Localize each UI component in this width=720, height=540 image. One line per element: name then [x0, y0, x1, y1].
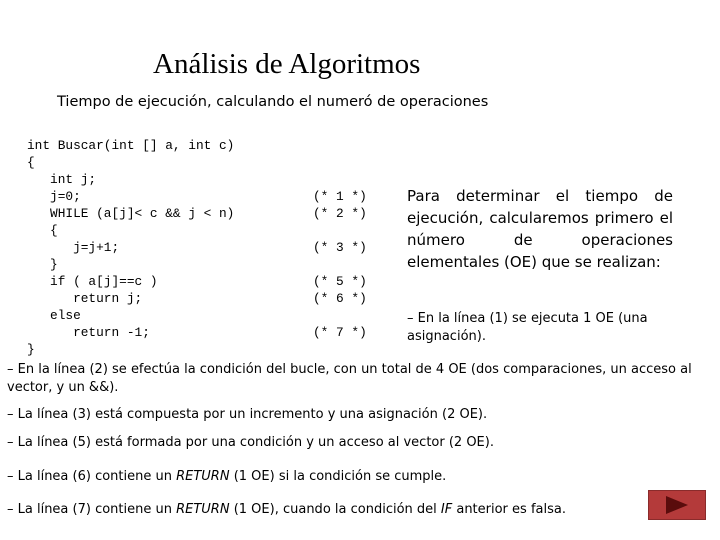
code-line: }: [27, 257, 58, 272]
line7-text-start: – La línea (7) contiene un: [7, 502, 177, 517]
line-note-5: (* 5 *): [313, 274, 367, 289]
line-note-7: (* 7 *): [313, 325, 367, 340]
code-line: int Buscar(int [] a, int c): [27, 138, 235, 153]
code-line: else: [27, 308, 81, 323]
play-triangle-icon: [664, 495, 690, 515]
slide-subtitle: Tiempo de ejecución, calculando el numeró de operaciones: [57, 94, 489, 110]
next-slide-button[interactable]: [648, 490, 706, 520]
line7-text-end: anterior es falsa.: [452, 502, 566, 517]
code-line: }: [27, 342, 35, 357]
code-line: {: [27, 155, 35, 170]
line7-explanation: [7, 501, 697, 519]
if-keyword: IF: [440, 502, 453, 517]
line-note-2: (* 2 *): [313, 206, 367, 221]
line2-explanation: – En la línea (2) se efectúa la condición del bucle, con un total de 4 OE (dos comparaciones, un acceso al vector, y un &&).: [7, 362, 692, 395]
code-block: [27, 137, 234, 358]
line-note-6: (* 6 *): [313, 291, 367, 306]
code-line: return j;: [27, 291, 143, 306]
code-line: if ( a[j]==c ): [27, 274, 158, 289]
return-keyword: RETURN: [176, 502, 230, 517]
line3-explanation: – La línea (3) está compuesta por un incremento y una asignación (2 OE).: [7, 407, 488, 422]
code-line: return -1;: [27, 325, 150, 340]
line1-explanation: – En la línea (1) se ejecuta 1 OE (una asignación).: [407, 311, 648, 344]
line5-explanation: – La línea (5) está formada por una condición y un acceso al vector (2 OE).: [7, 435, 494, 450]
slide-title: Análisis de Algoritmos: [153, 48, 421, 80]
line6-explanation: [7, 468, 697, 486]
code-line: {: [27, 223, 58, 238]
line7-text-mid: (1 OE), cuando la condición del: [229, 502, 441, 517]
code-line: WHILE (a[j]< c && j < n): [27, 206, 235, 221]
line6-text-start: – La línea (6) contiene un: [7, 469, 177, 484]
intro-paragraph: Para determinar el tiempo de ejecución, calcularemos primero el número de operaciones elementales (OE) que se realizan:: [407, 187, 673, 271]
code-line: int j;: [27, 172, 97, 187]
line-note-3: (* 3 *): [313, 240, 367, 255]
code-line: j=0;: [27, 189, 81, 204]
line-note-1: (* 1 *): [313, 189, 367, 204]
return-keyword: RETURN: [176, 469, 230, 484]
code-line: j=j+1;: [27, 240, 120, 255]
line6-text-end: (1 OE) si la condición se cumple.: [229, 469, 447, 484]
